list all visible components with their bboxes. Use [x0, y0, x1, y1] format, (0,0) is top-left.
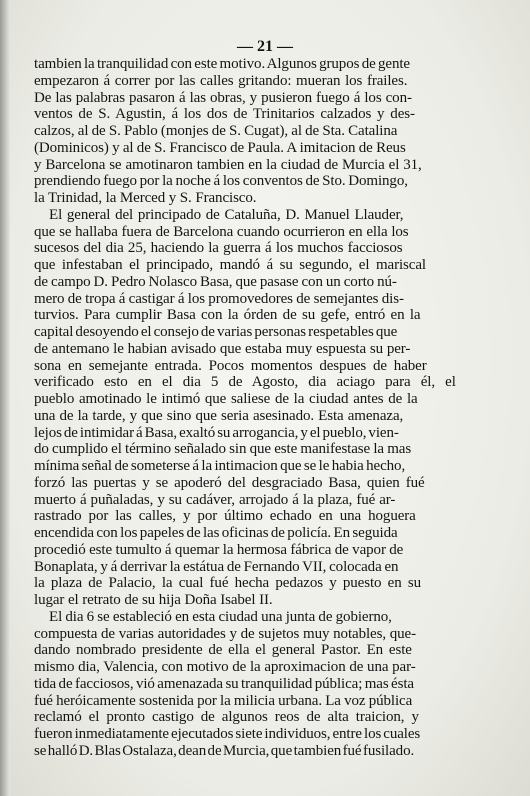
text-line: sona en semejante entrada. Pocos momentos despues de haber — [34, 357, 427, 374]
text-line: turvios. Para cumplir Basa con la órden de su gefe, entró en la — [34, 307, 421, 324]
text-line: capital desoyendo el consejo de varias personas respetables que — [34, 324, 398, 340]
text-line: la Trinidad, la Merced y S. Francisco. — [34, 190, 257, 206]
text-line: tambien la tranquilidad con este motivo. Algunos grupos de gente — [34, 56, 410, 72]
text-line: (Dominicos) y al de S. Francisco de Paula. A imitacion de Reus — [34, 139, 406, 156]
text-line: forzó las puertas y se apoderó del desgraciado Basa, quien fué — [34, 474, 425, 491]
text-line: rastrado por las calles, y por último echado en una hoguera — [34, 508, 416, 525]
text-line: procedió este tumulto á quemar la hermosa fábrica de vapor de — [34, 541, 404, 558]
text-line: de antemano le habian avisado que estaba muy espuesta su per- — [34, 340, 411, 357]
text-line: El dia 6 se estableció en esta ciudad una junta de gobierno, — [49, 608, 392, 625]
text-line: fueron inmediatamente ejecutados siete individuos, entre los cuales — [34, 726, 421, 742]
page-number: — 21 — — [237, 38, 293, 55]
text-line: Bonaplata, y á derrivar la estátua de Fernando VII, colocada en — [34, 558, 399, 575]
text-line: dando nombrado presidente de ella el general Pastor. En este — [34, 642, 412, 659]
text-line: mismo dia, Valencia, con motivo de la aproximacion de una par- — [34, 659, 416, 675]
text-line: calzos, al de S. Pablo (monjes de S. Cugat), al de Sta. Catalina — [34, 123, 398, 139]
text-line: sucesos del dia 25, haciendo la guerra á los muchos facciosos — [34, 240, 403, 257]
text-line: do cumplido el término señalado sin que este manifestase la mas — [34, 441, 412, 458]
text-line: la plaza de Palacio, la cual fué hecha pedazos y puesto en su — [34, 575, 422, 592]
text-line: mero de tropa á castigar á los promovedores de semejantes dis- — [34, 290, 404, 307]
text-line: empezaron á correr por las calles gritando: mueran los frailes. — [34, 72, 408, 89]
text-line: prendiendo fuego por la noche á los conventos de Sto. Domingo, — [34, 173, 408, 190]
body-text — [34, 56, 476, 760]
page-edge-shadow — [0, 0, 10, 796]
text-line: mínima señal de someterse á la intimacion que se le habia hecho, — [34, 458, 406, 474]
text-line: De las palabras pasaron á las obras, y pusieron fuego á los con- — [34, 89, 412, 106]
text-line: una de la tarde, y que sino que seria asesinado. Esta amenaza, — [34, 407, 404, 424]
text-line: compuesta de varias autoridades y de sujetos muy notables, que- — [34, 625, 416, 642]
text-line: y Barcelona se amotinaron tambien en la ciudad de Murcia el 31, — [34, 156, 422, 173]
text-line: de campo D. Pedro Nolasco Basa, que pasase con un corto nú- — [34, 273, 397, 290]
text-line: muerto á puñaladas, y su cadáver, arrojado á la plaza, fué ar- — [34, 491, 396, 508]
text-line: encendida con los papeles de las oficinas de policía. En seguida — [34, 525, 398, 541]
text-line: ventos de S. Agustin, á los dos de Trinitarios calzados y des- — [34, 106, 415, 123]
text-line: lejos de intimidar á Basa, exaltó su arrogancia, y el pueblo, vien- — [34, 424, 399, 441]
text-line: fué heróicamente sostenida por la milicia urbana. La voz pública — [34, 692, 413, 709]
text-line: pueblo amotinado le intimó que saliese de la ciudad antes de la — [34, 391, 418, 407]
text-line: El general del principado de Cataluña, D. Manuel Llauder, — [49, 206, 404, 223]
text-line: tida de facciosos, vió amenazada su tranquilidad pública; mas ésta — [34, 675, 414, 692]
text-line: que se hallaba fuera de Barcelona cuando ocurrieron en ella los — [34, 223, 409, 240]
text-line: se halló D. Blas Ostalaza, dean de Murcia, que tambien fué fusilado. — [34, 742, 415, 759]
text-line: verificado esto en el dia 5 de Agosto, dia aciago para él, el — [34, 374, 456, 391]
text-line: lugar el retrato de su hija Doña Isabel II. — [34, 592, 273, 608]
text-line: reclamó el pronto castigo de algunos reos de alta traicion, y — [34, 709, 419, 726]
text-line: que infestaban el principado, mandó á su segundo, el mariscal — [34, 257, 426, 273]
